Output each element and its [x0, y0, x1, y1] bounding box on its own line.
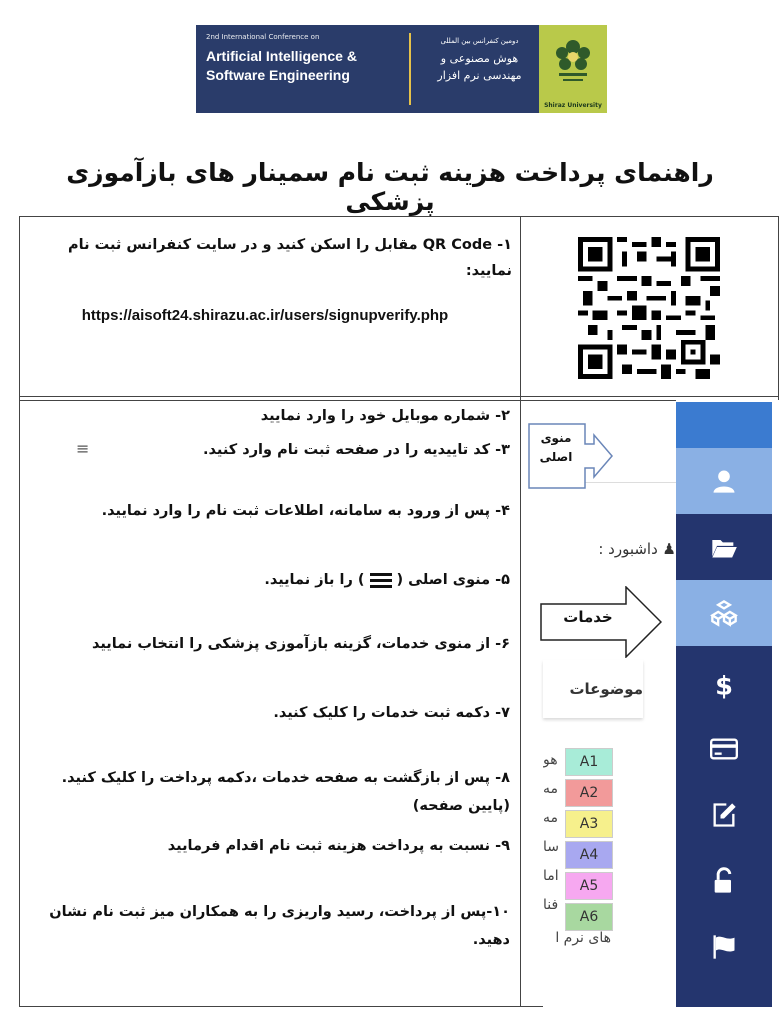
- tag-text-4: سا: [543, 839, 559, 855]
- banner-persian: [422, 33, 537, 84]
- tag-text-2: مه: [543, 781, 559, 797]
- flag-icon: [710, 933, 738, 961]
- table-divider-2: [19, 400, 676, 401]
- banner-english: [206, 33, 406, 85]
- menu-toggle-icon[interactable]: ≡: [76, 439, 90, 458]
- sidebar-item-card[interactable]: [676, 716, 772, 782]
- table-divider-1: [19, 396, 779, 397]
- tag-text-6: فنا: [543, 897, 559, 913]
- hamburger-menu-icon: [368, 571, 394, 589]
- qr-code-icon: [578, 237, 720, 379]
- user-small-icon: ♟: [662, 540, 676, 558]
- step-7-text: ۷- دکمه ثبت خدمات را کلیک کنید.: [273, 705, 510, 721]
- sidebar-header: [676, 402, 772, 448]
- tag-a1[interactable]: A1: [565, 748, 613, 776]
- banner-fa-line1: هوش مصنوعی و: [440, 52, 519, 65]
- step-10-text: ۱۰-پس از پرداخت، رسید واریزی را به همکاران میز ثبت نام نشان دهید.: [49, 904, 510, 948]
- main-menu-callout-label: منوی اصلی: [539, 431, 573, 464]
- university-seal-icon: [551, 33, 595, 91]
- university-logo: [539, 25, 607, 113]
- step-3-text: ۳- کد تاییدیه را در صفحه ثبت نام وارد کنید.: [203, 442, 510, 458]
- table-left-border: [19, 216, 20, 1007]
- tag-text-5: اما: [543, 868, 559, 884]
- sidebar-item-edit[interactable]: [676, 782, 772, 848]
- sidebar-item-payment[interactable]: [676, 652, 772, 718]
- credit-card-icon: [710, 735, 738, 763]
- banner-fa-line2: مهندسی نرم افزار: [437, 69, 522, 82]
- banner-en-small: 2nd International Conference on: [206, 33, 320, 41]
- tag-text-3: مه: [543, 810, 559, 826]
- step-8-text: ۸- پس از بازگشت به صفحه خدمات ،دکمه پرداخت را کلیک کنید. (پایین صفحه): [61, 770, 510, 814]
- sidebar-item-files[interactable]: [676, 514, 772, 580]
- university-name: Shiraz University: [544, 102, 602, 109]
- topics-header: موضوعات: [543, 660, 643, 718]
- services-callout-label: خدمات: [563, 608, 613, 626]
- tail-text: های نرم ا: [555, 930, 611, 946]
- edit-icon: [710, 801, 738, 829]
- table-right-border: [778, 216, 779, 400]
- step-5-part1: ۵- منوی اصلی (: [396, 572, 510, 588]
- tag-text-1: هو: [543, 752, 558, 768]
- tag-a6[interactable]: A6: [565, 903, 613, 931]
- dollar-icon: [710, 671, 738, 699]
- step-1-text: ۱- QR Code مقابل را اسکن کنید و در سایت کنفرانس ثبت نام نمایید:: [68, 237, 512, 279]
- step-4-text: ۴- پس از ورود به سامانه، اطلاعات ثبت نام را وارد نمایید.: [101, 503, 510, 519]
- dashboard-link[interactable]: [543, 540, 676, 558]
- table-middle-border: [520, 216, 521, 1007]
- dashboard-label: داشبورد :: [598, 540, 658, 558]
- signup-url[interactable]: https://aisoft24.shirazu.ac.ir/users/signupverify.php: [81, 307, 449, 324]
- banner-divider: [409, 33, 411, 105]
- tag-a4[interactable]: A4: [565, 841, 613, 869]
- tag-a3[interactable]: A3: [565, 810, 613, 838]
- page-title: راهنمای پرداخت هزینه ثبت نام سمینار های بازآموزی پزشکی: [66, 158, 714, 216]
- step-5-text: [28, 566, 510, 594]
- topic-tags: [565, 748, 613, 934]
- folder-open-icon: [710, 533, 738, 561]
- unlock-icon: [710, 867, 738, 895]
- step-9-text: ۹- نسبت به پرداخت هزینه ثبت نام اقدام فرمایید: [167, 838, 510, 854]
- banner-en-line1: Artificial Intelligence &: [206, 48, 357, 64]
- table-bottom-border: [19, 1006, 543, 1007]
- sidebar-item-services[interactable]: [676, 580, 772, 646]
- sidebar-item-profile[interactable]: [676, 448, 772, 514]
- tag-a2[interactable]: A2: [565, 779, 613, 807]
- cubes-icon: [710, 599, 738, 627]
- app-sidebar: [676, 402, 772, 1007]
- table-top-border: [19, 216, 779, 217]
- step-5-part2: ) را باز نمایید.: [264, 572, 365, 588]
- banner-fa-small: دومین کنفرانس بین المللی: [440, 37, 519, 45]
- main-menu-callout: [528, 423, 613, 489]
- banner-en-line2: Software Engineering: [206, 67, 350, 83]
- svg-text:$: $: [715, 671, 733, 699]
- user-icon: [710, 467, 738, 495]
- services-callout-arrow: [540, 586, 662, 658]
- conference-banner: [196, 25, 607, 113]
- sidebar-item-flag[interactable]: [676, 914, 772, 980]
- step-6-text: ۶- از منوی خدمات، گزینه بازآموزی پزشکی را انتخاب نمایید: [91, 636, 510, 652]
- step-2-text: ۲- شماره موبایل خود را وارد نمایید: [260, 408, 510, 424]
- tag-a5[interactable]: A5: [565, 872, 613, 900]
- sidebar-item-logout[interactable]: [676, 848, 772, 914]
